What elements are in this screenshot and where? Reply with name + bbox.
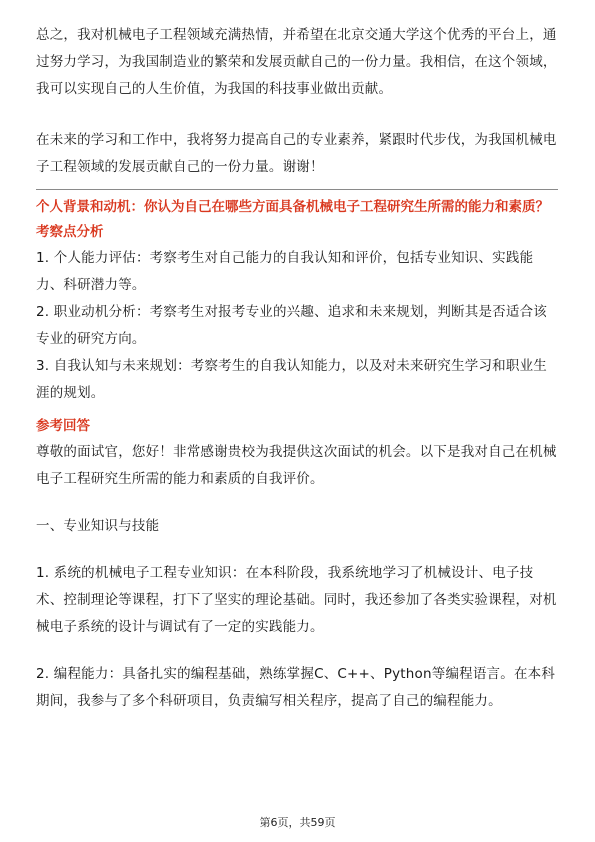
answer-section-title: 一、专业知识与技能 xyxy=(36,518,160,534)
document-page xyxy=(36,22,558,715)
analysis-heading: 考察点分析 xyxy=(36,224,104,240)
intro-paragraph: 在未来的学习和工作中，我将努力提高自己的专业素养，紧跟时代步伐，为我国机械电子工程领域的发展贡献自己的一份力量。谢谢！ xyxy=(36,132,557,175)
analysis-item: 2. 职业动机分析：考察考生对报考专业的兴趣、追求和未来规划，判断其是否适合该专业的研究方向。 xyxy=(36,304,547,347)
question-title: 个人背景和动机：你认为自己在哪些方面具备机械电子工程研究生所需的能力和素质？ xyxy=(36,199,549,215)
analysis-item: 3. 自我认知与未来规划：考察考生的自我认知能力，以及对未来研究生学习和职业生涯的规划。 xyxy=(36,358,547,401)
analysis-item: 1. 个人能力评估：考察考生对自己能力的自我认知和评价，包括专业知识、实践能力、科研潜力等。 xyxy=(36,250,534,293)
answer-point: 2. 编程能力：具备扎实的编程基础，熟练掌握C、C++、Python等编程语言。在本科期间，我参与了多个科研项目，负责编写相关程序，提高了自己的编程能力。 xyxy=(36,666,556,709)
section-divider xyxy=(36,189,558,190)
answer-point: 1. 系统的机械电子工程专业知识：在本科阶段，我系统地学习了机械设计、电子技术、控制理论等课程，打下了坚实的理论基础。同时，我还参加了各类实验课程，对机械电子系统的设计与调试有了一定的实践能力。 xyxy=(36,565,557,635)
intro-paragraph: 总之，我对机械电子工程领域充满热情，并希望在北京交通大学这个优秀的平台上，通过努力学习，为我国制造业的繁荣和发展贡献自己的一份力量。我相信，在这个领域，我可以实现自己的人生价值，为我国的科技事业做出贡献。 xyxy=(36,27,557,97)
answer-opening: 尊敬的面试官，您好！非常感谢贵校为我提供这次面试的机会。以下是我对自己在机械电子工程研究生所需的能力和素质的自我评价。 xyxy=(36,444,557,487)
page-number: 第6页，共59页 xyxy=(259,816,336,829)
answer-heading: 参考回答 xyxy=(36,418,90,434)
